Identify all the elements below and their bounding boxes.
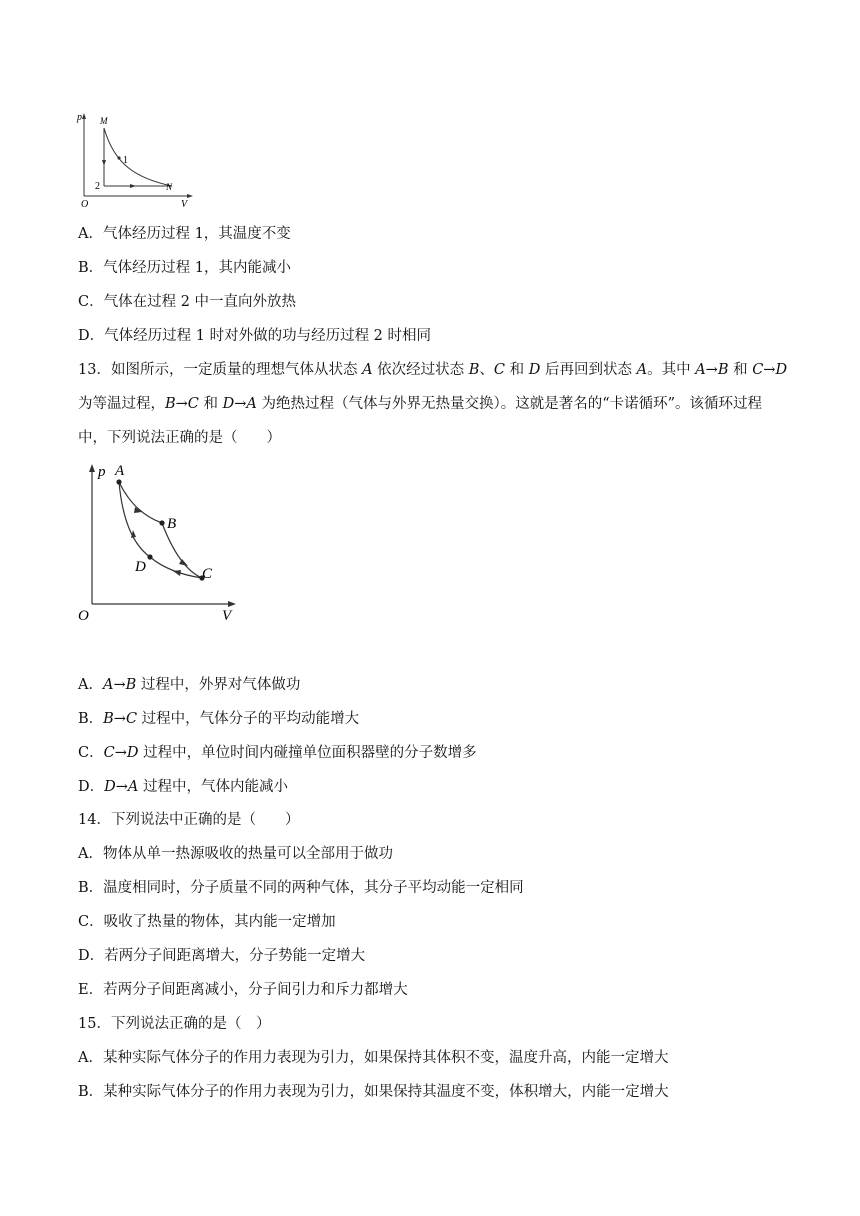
fig2-label-b: B [167,516,177,532]
q14-option-b: B．温度相同时，分子质量不同的两种气体，其分子平均动能一定相同 [78,880,524,896]
fig2-label-v: V [222,608,232,624]
pv-diagram-1 [74,108,204,212]
q13-option-c: C．C→D 过程中，单位时间内碰撞单位面积器壁的分子数增多 [78,745,477,761]
q13-stem-line-2: 为等温过程，B→C 和 D→A 为绝热过程（气体与外界无热量交换）。这就是著名的“卡诺循环”。该循环过程 [78,396,763,412]
fig2-label-o: O [78,608,89,624]
q14-option-d: D．若两分子间距离增大，分子势能一定增大 [78,948,366,964]
fig2-label-d: D [135,559,146,575]
q13-stem-line-1: 13．如图所示，一定质量的理想气体从状态 A 依次经过状态 B、C 和 D 后再回到状态 A。其中 A→B 和 C→D [78,362,788,378]
carnot-cycle-diagram [74,458,244,628]
fig1-label-p: p [77,112,82,123]
q15-stem: 15．下列说法正确的是（ ） [78,1016,271,1032]
fig2-label-c: C [202,566,213,582]
q13-stem-line-3: 中，下列说法正确的是（ ） [78,430,281,446]
q12-option-d: D．气体经历过程 1 时对外做的功与经历过程 2 时相同 [78,328,432,344]
fig1-label-1: 1 [123,155,128,166]
q13-option-d: D．D→A 过程中，气体内能减小 [78,779,288,795]
q12-option-b: B．气体经历过程 1，其内能减小 [78,260,291,276]
q14-option-e: E．若两分子间距离减小，分子间引力和斥力都增大 [78,982,408,998]
q14-stem: 14．下列说法中正确的是（ ） [78,812,300,828]
q14-option-c: C．吸收了热量的物体，其内能一定增加 [78,914,336,930]
fig2-label-p: p [98,464,106,480]
fig1-label-o: O [81,199,89,210]
fig1-label-2: 2 [95,181,100,192]
q15-option-a: A．某种实际气体分子的作用力表现为引力，如果保持其体积不变，温度升高，内能一定增大 [78,1050,669,1066]
q15-option-b: B．某种实际气体分子的作用力表现为引力，如果保持其温度不变，体积增大，内能一定增大 [78,1084,669,1100]
q12-option-a: A．气体经历过程 1，其温度不变 [78,226,291,242]
q14-option-a: A．物体从单一热源吸收的热量可以全部用于做功 [78,846,393,862]
fig2-label-a: A [115,463,125,479]
q12-option-c: C．气体在过程 2 中一直向外放热 [78,294,297,310]
q13-option-b: B．B→C 过程中，气体分子的平均动能增大 [78,711,360,727]
fig1-label-m: M [100,116,108,126]
fig1-label-v: V [181,199,188,210]
fig1-label-n: N [166,182,173,192]
q13-option-a: A．A→B 过程中，外界对气体做功 [78,677,301,693]
